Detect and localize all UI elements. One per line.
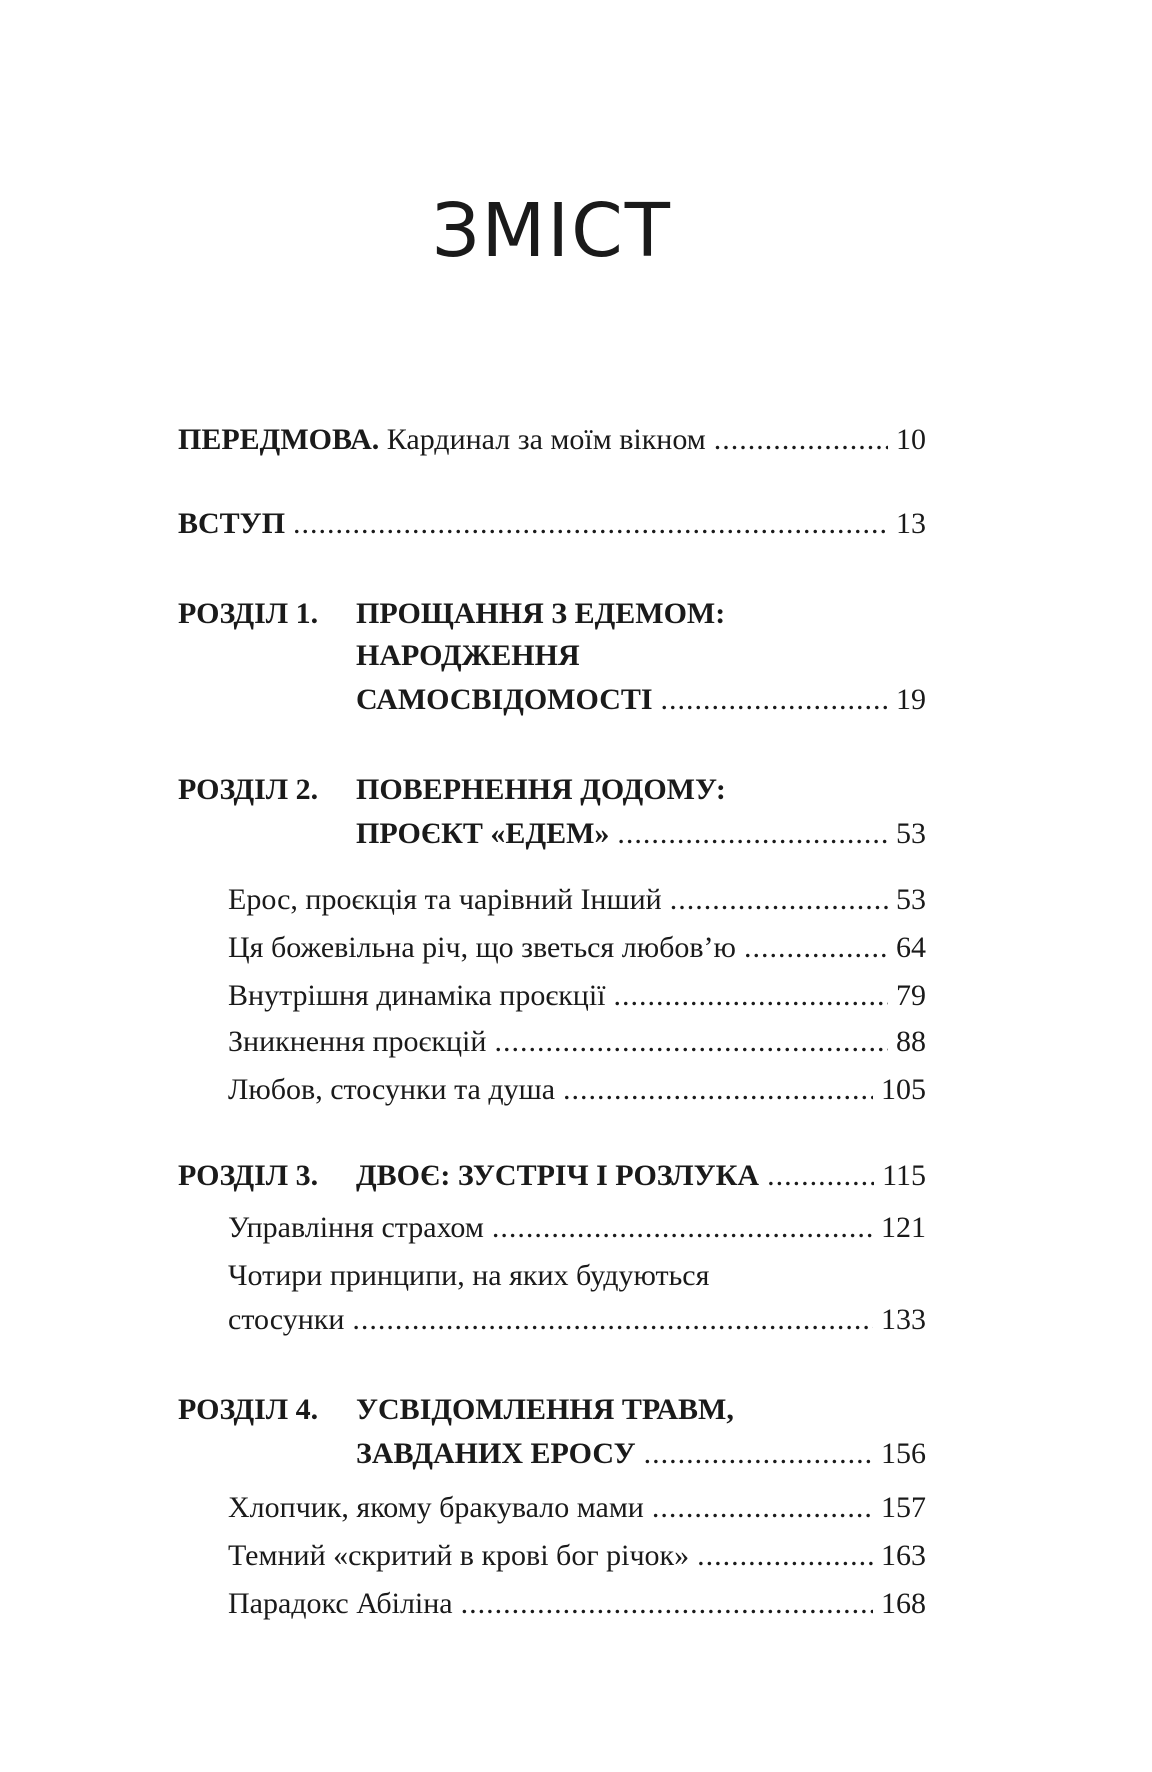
section-label: Хлопчик, якому бракувало мами (228, 1491, 644, 1524)
toc-chapter-1-last-line (356, 676, 926, 724)
page-number: 88 (896, 1025, 926, 1058)
dot-leader (352, 1296, 873, 1344)
page-number: 10 (896, 423, 926, 456)
dot-leader (461, 1580, 873, 1628)
page-number: 64 (896, 931, 926, 964)
dot-leader (697, 1532, 873, 1580)
toc-section-multiline-last (228, 1296, 926, 1344)
chapter-3-title-row (356, 1152, 926, 1200)
chapter-title-line: НАРОДЖЕННЯ (356, 639, 580, 672)
toc-section (228, 1018, 926, 1066)
toc-section (228, 924, 926, 972)
preface-label-bold: ПЕРЕДМОВА. (178, 423, 380, 456)
page-number: 157 (881, 1491, 926, 1524)
page-number: 163 (881, 1539, 926, 1572)
page-number: 19 (896, 683, 926, 716)
toc-chapter-1 (178, 590, 926, 638)
dot-leader (614, 972, 888, 1020)
page-number: 115 (882, 1159, 926, 1192)
toc-chapter-2 (178, 766, 926, 814)
toc-chapter-2-last-line (356, 810, 926, 858)
section-label-line: стосунки (228, 1303, 345, 1336)
section-label: Внутрішня динаміка проєкції (228, 979, 606, 1012)
section-label: Темний «скритий в крові бог річок» (228, 1539, 690, 1572)
section-label: Парадокс Абіліна (228, 1587, 453, 1620)
dot-leader (293, 500, 888, 548)
toc-section (228, 1532, 926, 1580)
toc-section (228, 876, 926, 924)
page-number: 133 (881, 1303, 926, 1336)
toc-section (228, 1066, 926, 1114)
intro-label: ВСТУП (178, 507, 286, 540)
dot-leader (644, 1430, 873, 1478)
section-label: Любов, стосунки та душа (228, 1073, 556, 1106)
dot-leader (563, 1066, 873, 1114)
section-label: Ерос, проєкція та чарівний Інший (228, 883, 662, 916)
section-label-line: Чотири принципи, на яких будуються (228, 1259, 710, 1292)
section-label: Ця божевільна річ, що зветься любов’ю (228, 931, 736, 964)
toc-chapter-4 (178, 1386, 926, 1434)
chapter-title-line: ПОВЕРНЕННЯ ДОДОМУ: (356, 773, 726, 806)
page-number: 53 (896, 817, 926, 850)
chapter-title-line: УСВІДОМЛЕННЯ ТРАВМ, (356, 1393, 734, 1426)
dot-leader (744, 924, 888, 972)
preface-label-rest: Кардинал за моїм вікном (379, 423, 706, 456)
chapter-title-line: ЗАВДАНИХ ЕРОСУ (356, 1437, 636, 1470)
dot-leader (670, 876, 888, 924)
dot-leader (617, 810, 888, 858)
page-number: 79 (896, 979, 926, 1012)
section-label: Управління страхом (228, 1211, 484, 1244)
chapter-number: РОЗДІЛ 1. (178, 597, 319, 630)
page-number: 13 (896, 507, 926, 540)
page-number: 53 (896, 883, 926, 916)
page-title: ЗМІСТ (432, 188, 672, 274)
toc-section-multiline (228, 1252, 926, 1300)
dot-leader (767, 1152, 874, 1200)
toc-section (228, 972, 926, 1020)
toc-chapter-3 (178, 1152, 926, 1200)
toc-entry-preface (178, 416, 926, 464)
toc-chapter-4-last-line (356, 1430, 926, 1478)
section-label: Зникнення проєкцій (228, 1025, 487, 1058)
chapter-number: РОЗДІЛ 2. (178, 773, 319, 806)
chapter-number: РОЗДІЛ 3. (178, 1159, 319, 1192)
dot-leader (661, 676, 888, 724)
dot-leader (492, 1204, 873, 1252)
chapter-title-line: ПРОЩАННЯ З ЕДЕМОМ: (356, 597, 726, 630)
chapter-title-line: ПРОЄКТ «ЕДЕМ» (356, 817, 610, 850)
page-number: 105 (881, 1073, 926, 1106)
dot-leader (714, 416, 888, 464)
page-number: 168 (881, 1587, 926, 1620)
chapter-title-line (356, 632, 926, 680)
toc-section (228, 1484, 926, 1532)
page-number: 156 (881, 1437, 926, 1470)
chapter-title-line: САМОСВІДОМОСТІ (356, 683, 653, 716)
toc-entry-intro (178, 500, 926, 548)
chapter-title-line: ДВОЄ: ЗУСТРІЧ І РОЗЛУКА (356, 1159, 760, 1192)
page-number: 121 (881, 1211, 926, 1244)
toc-section (228, 1580, 926, 1628)
toc-section (228, 1204, 926, 1252)
toc-entry-label (178, 416, 706, 464)
chapter-number: РОЗДІЛ 4. (178, 1393, 319, 1426)
dot-leader (652, 1484, 873, 1532)
dot-leader (494, 1018, 888, 1066)
